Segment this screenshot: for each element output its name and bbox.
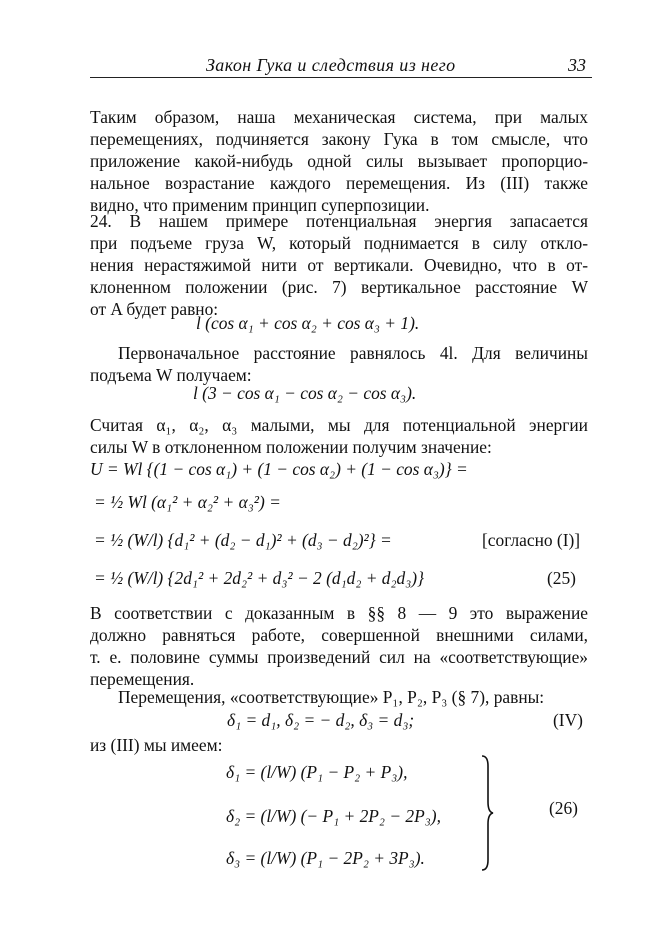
text-line: Таким образом, наша механическая система, при малых	[90, 107, 588, 127]
text-line: Перемещения, «соответствующие» P₁, P₂, P₃ (§ 7), равны:	[118, 687, 545, 707]
paragraph-displacements	[90, 685, 588, 707]
text-line: клоненном положении (рис. 7) вертикальное расстояние W	[90, 277, 588, 297]
text-line: видно, что применим принцип суперпозиции.	[90, 195, 430, 215]
equation-number-IV: (IV)	[553, 710, 583, 730]
system-line-1: δ₁ = (l/W) (P₁ − P₂ + P₃),	[226, 762, 408, 782]
paragraph-from-III	[90, 733, 588, 755]
text-line: Первоначальное расстояние равнялось 4l. Для величины	[118, 343, 588, 363]
text-line: нальное возрастание каждого перемещения. Из (III) также	[90, 173, 588, 193]
equation-lift: l (3 − cos α₁ − cos α₂ − cos α₃).	[193, 383, 417, 403]
paragraph-work-correspondence	[90, 601, 588, 689]
text-line: т. е. половине суммы произведений сил на «соответствующие»	[90, 647, 588, 667]
text-line: силы W в отклоненном положении получим значение:	[90, 437, 492, 457]
energy-line-1: U = Wl {(1 − cos α₁) + (1 − cos α₂) + (1 − cos α₃)} =	[90, 459, 468, 479]
energy-line-3: = ½ (W/l) {d₁² + (d₂ − d₁)² + (d₃ − d₂)²} =	[94, 530, 392, 550]
system-line-3: δ₃ = (l/W) (P₁ − 2P₂ + 3P₃).	[226, 848, 425, 868]
equation-number-26: (26)	[549, 798, 578, 818]
energy-line-4: = ½ (W/l) {2d₁² + 2d₂² + d₃² − 2 (d₁d₂ + d₂d₃)}	[94, 568, 425, 588]
equation-number-25: (25)	[547, 568, 576, 588]
equation-deltas: δ₁ = d₁, δ₂ = − d₂, δ₃ = d₃;	[227, 710, 415, 730]
text-line: подъема W получаем:	[90, 365, 252, 385]
page-header	[90, 49, 592, 78]
running-title: Закон Гука и следствия из него	[206, 55, 456, 75]
paragraph-small-angles	[90, 413, 588, 457]
paragraph-section-24	[90, 209, 588, 319]
page-number: 33	[568, 55, 586, 75]
equation-height: l (cos α₁ + cos α₂ + cos α₃ + 1).	[196, 313, 420, 333]
text-line: перемещениях, подчиняется закону Гука в том смысле, что	[90, 129, 588, 149]
system-line-2: δ₂ = (l/W) (− P₁ + 2P₂ − 2P₃),	[226, 806, 441, 826]
paragraph-initial-distance	[90, 341, 588, 385]
text-line: приложение какой-нибудь одной силы вызывает пропорцио-	[90, 151, 588, 171]
text-line: перемещения.	[90, 669, 195, 689]
text-line: Считая α₁, α₂, α₃ малыми, мы для потенциальной энергии	[90, 415, 588, 435]
text-line: из (III) мы имеем:	[90, 735, 223, 755]
text-line: нения нерастяжимой нити от вертикали. Очевидно, что в от-	[90, 255, 588, 275]
text-line: при подъеме груза W, который поднимается в силу откло-	[90, 233, 588, 253]
text-line: В соответствии с доказанным в §§ 8 — 9 это выражение	[90, 603, 588, 623]
text-line: 24. В нашем примере потенциальная энергия запасается	[90, 211, 588, 231]
text-line: от A будет равно:	[90, 299, 219, 319]
energy-line-2: = ½ Wl (α₁² + α₂² + α₃²) =	[94, 492, 281, 512]
text-line: должно равняться работе, совершенной внешними силами,	[90, 625, 588, 645]
right-brace	[480, 754, 494, 872]
energy-reference-note: [согласно (I)]	[482, 530, 581, 550]
paragraph-hooke-law	[90, 105, 588, 215]
